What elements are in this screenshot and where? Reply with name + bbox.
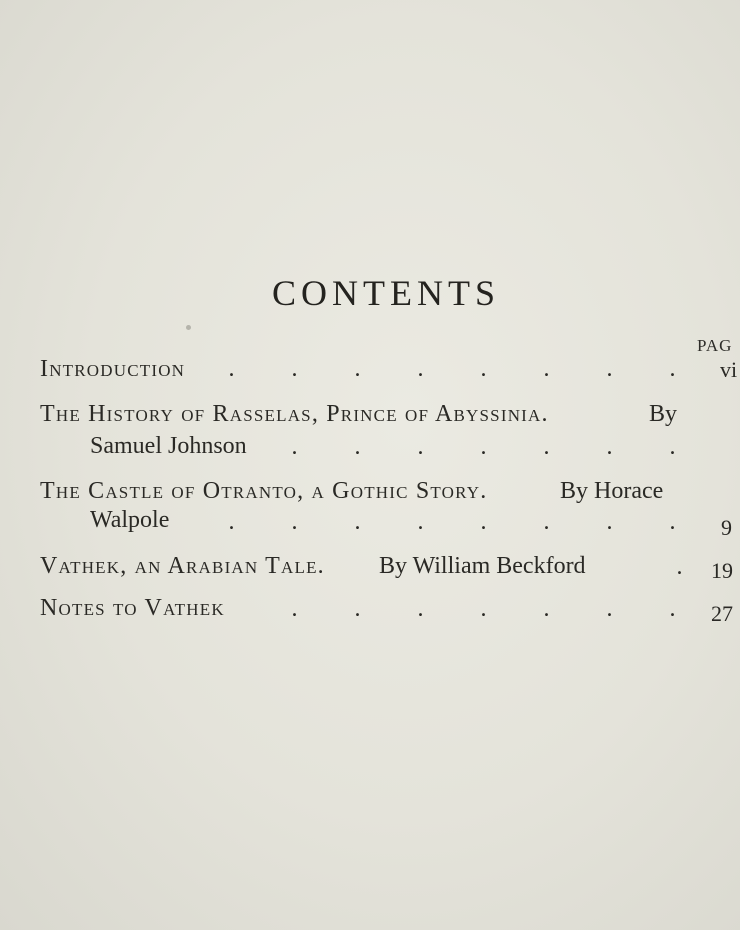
page-title: CONTENTS [272,273,500,313]
toc-entry-page: vi [720,357,738,382]
toc-entry-author: Samuel Johnson [90,433,247,459]
toc-entry-title: Vathek, an Arabian Tale. [40,553,325,579]
toc-entry-title: The Castle of Otranto, a Gothic Story. [40,478,488,504]
toc-entry-page: 27 [711,601,733,626]
paper-speck [186,325,191,330]
toc-entry-author: By William Beckford [379,553,586,579]
leader-dots: . . . . . . . [291,596,676,622]
toc-entry-page: 9 [721,515,732,540]
toc-entry-title: Notes to Vathek [40,595,225,621]
toc-entry-page: 19 [711,558,733,583]
leader-dots: . . . . . . . . [228,356,676,382]
toc-entry-title: The History of Rasselas, Prince of Abyssinia. [40,401,549,427]
toc-entry-title: Introduction [40,356,186,382]
leader-dots: . [676,554,683,580]
page-column-header: PAG [697,336,733,355]
toc-entry-author: By Horace [560,478,664,504]
leader-dots: . . . . . . . [291,434,676,460]
toc-entry-author: By [649,401,678,427]
leader-dots: . . . . . . . . [228,509,676,535]
toc-entry-author: Walpole [90,507,170,533]
